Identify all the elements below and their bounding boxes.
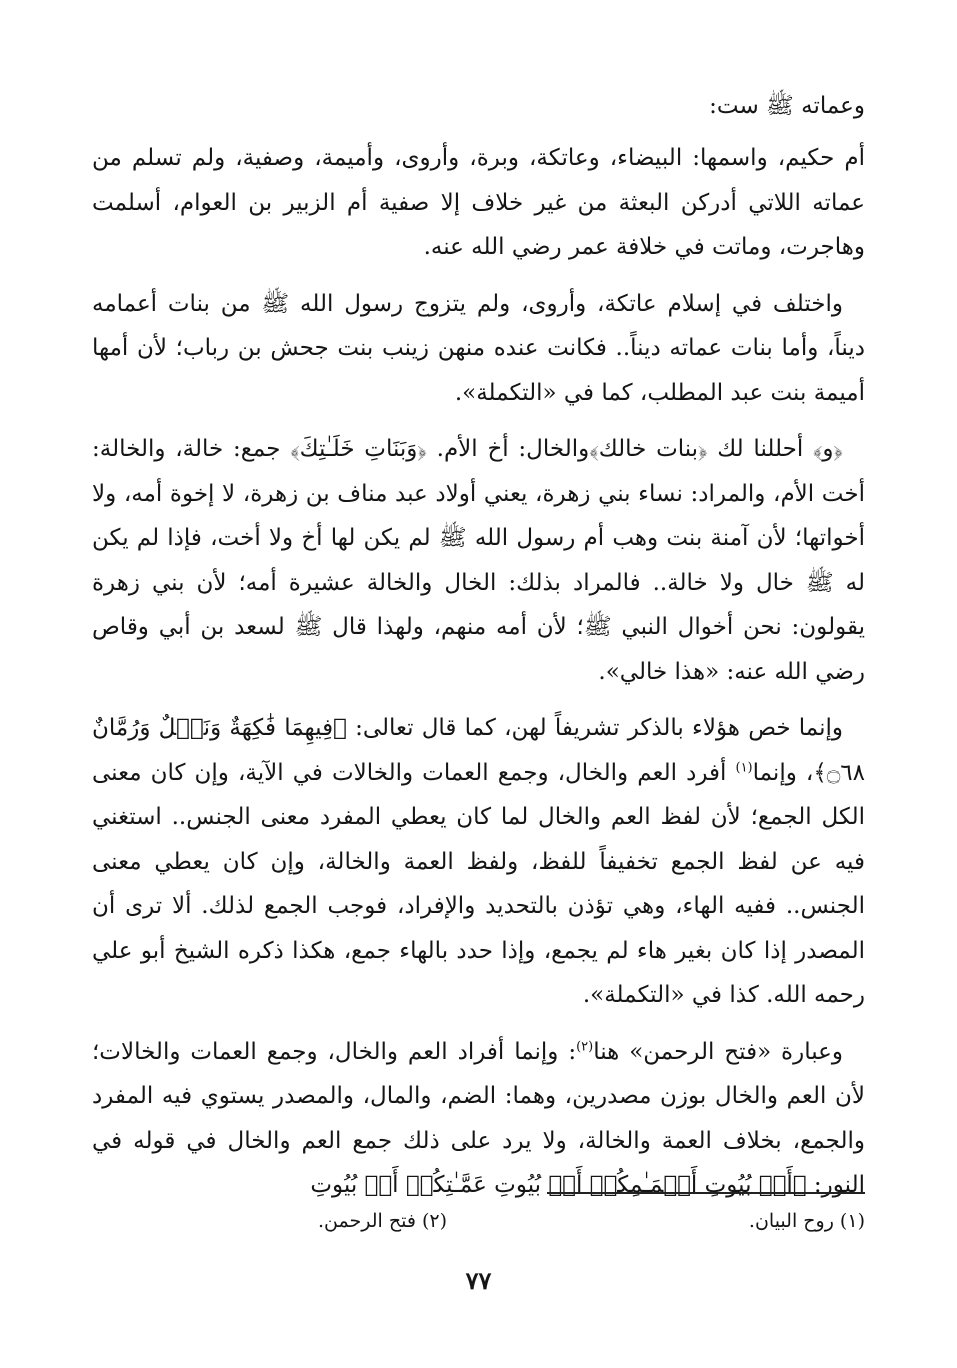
paragraph-4 xyxy=(92,706,865,1018)
page-number: ٧٧ xyxy=(465,1266,492,1295)
paragraph-4-part-b: أفرد العم والخال، وجمع العمات والخالات في الآية، وإن كان معنى الكل الجمع؛ لأن لفظ العم والخال لما كان يعطي المفرد معنى الجنس.. استغني فيه عن لفظ الجمع تخفيفاً للفظ، ولفظ العمة والخالة، وإن كان يعطي معنى الجنس.. ففيه الهاء، وهي تؤذن بالتحديد والإفراد، فوجب الجمع لذلك. ألا ترى أن المصدر إذا كان بغير هاء لم يجمع، وإذا حدد بالهاء جمع، هكذا ذكره الشيخ أبو علي رحمه الله. كذا في «التكملة». xyxy=(92,759,865,1008)
footnote-2: (٢) فتح الرحمن. xyxy=(318,1210,447,1232)
paragraph-5-part-b: : وإنما أفراد العم والخال، وجمع العمات والخالات؛ لأن العم والخال بوزن مصدرين، وهما: الضم، والمال، والمصدر يستوي فيه المفرد والجمع، بخلاف العمة والخالة، ولا يرد على ذلك جمع العم والخال في قوله في النور: ﴿أَوۡ بُيُوتِ أَعۡمَـٰمِكُمۡ أَوۡ بُيُوتِ عَمَّـٰتِكُمۡ أَوۡ بُيُوتِ xyxy=(92,1038,865,1198)
paragraph-2: واختلف في إسلام عاتكة، وأروى، ولم يتزوج رسول الله ﷺ من بنات أعمامه ديناً، وأما بنات عماته ديناً.. فكانت عنده منهن زينب بنت جحش بن رباب؛ لأن أمها أميمة بنت عبد المطلب، كما في «التكملة». xyxy=(92,290,865,406)
section-heading: وعماته ﷺ ست: xyxy=(709,93,865,119)
paragraph-5-part-a: وعبارة «فتح الرحمن» هنا xyxy=(593,1038,843,1065)
document-page xyxy=(92,82,865,1362)
paragraph-5 xyxy=(92,1030,865,1208)
paragraph-3: ﴿و﴾ أحللنا لك ﴿بنات خالك﴾والخال: أخ الأم. ﴿وَبَنَاتِ خَلَـٰتِكَ﴾ جمع: خالة، والخالة: أخت الأم، والمراد: نساء بني زهرة، يعني أولاد عبد مناف بن زهرة، لا إخوة أمه، ولا أخواتها؛ لأن آمنة بنت وهب أم رسول الله ﷺ لم يكن لها أخ ولا أخت، فإذا لم يكن له ﷺ خال ولا خالة.. فالمراد بذلك: الخال والخالة عشيرة أمه؛ لأن بني زهرة يقولون: نحن أخوال النبي ﷺ؛ لأن أمه منهم، ولهذا قال ﷺ لسعد بن أبي وقاص رضي الله عنه: «هذا خالي». xyxy=(92,436,865,685)
footnote-1: (١) روح البيان. xyxy=(748,1210,865,1232)
paragraph-4-part-a: وإنما خص هؤلاء بالذكر تشريفاً لهن، كما قال تعالى: ﴿فِيهِمَا فَٰكِهَةٌ وَنَخۡلٌ وَرُمَّانٌ ۝٦٨﴾، وإنما xyxy=(92,715,865,786)
paragraph-1: أم حكيم، واسمها: البيضاء، وعاتكة، وبرة، وأروى، وأميمة، وصفية، ولم تسلم من عماته اللاتي أدركن البعثة من غير خلاف إلا صفية أم الزبير بن العوام، أسلمت وهاجرت، وماتت في خلافة عمر رضي الله عنه. xyxy=(92,145,865,260)
footnote-ref-1: (١) xyxy=(735,759,753,775)
footnote-ref-2: (٢) xyxy=(576,1038,594,1054)
footnote-separator xyxy=(547,1192,865,1194)
